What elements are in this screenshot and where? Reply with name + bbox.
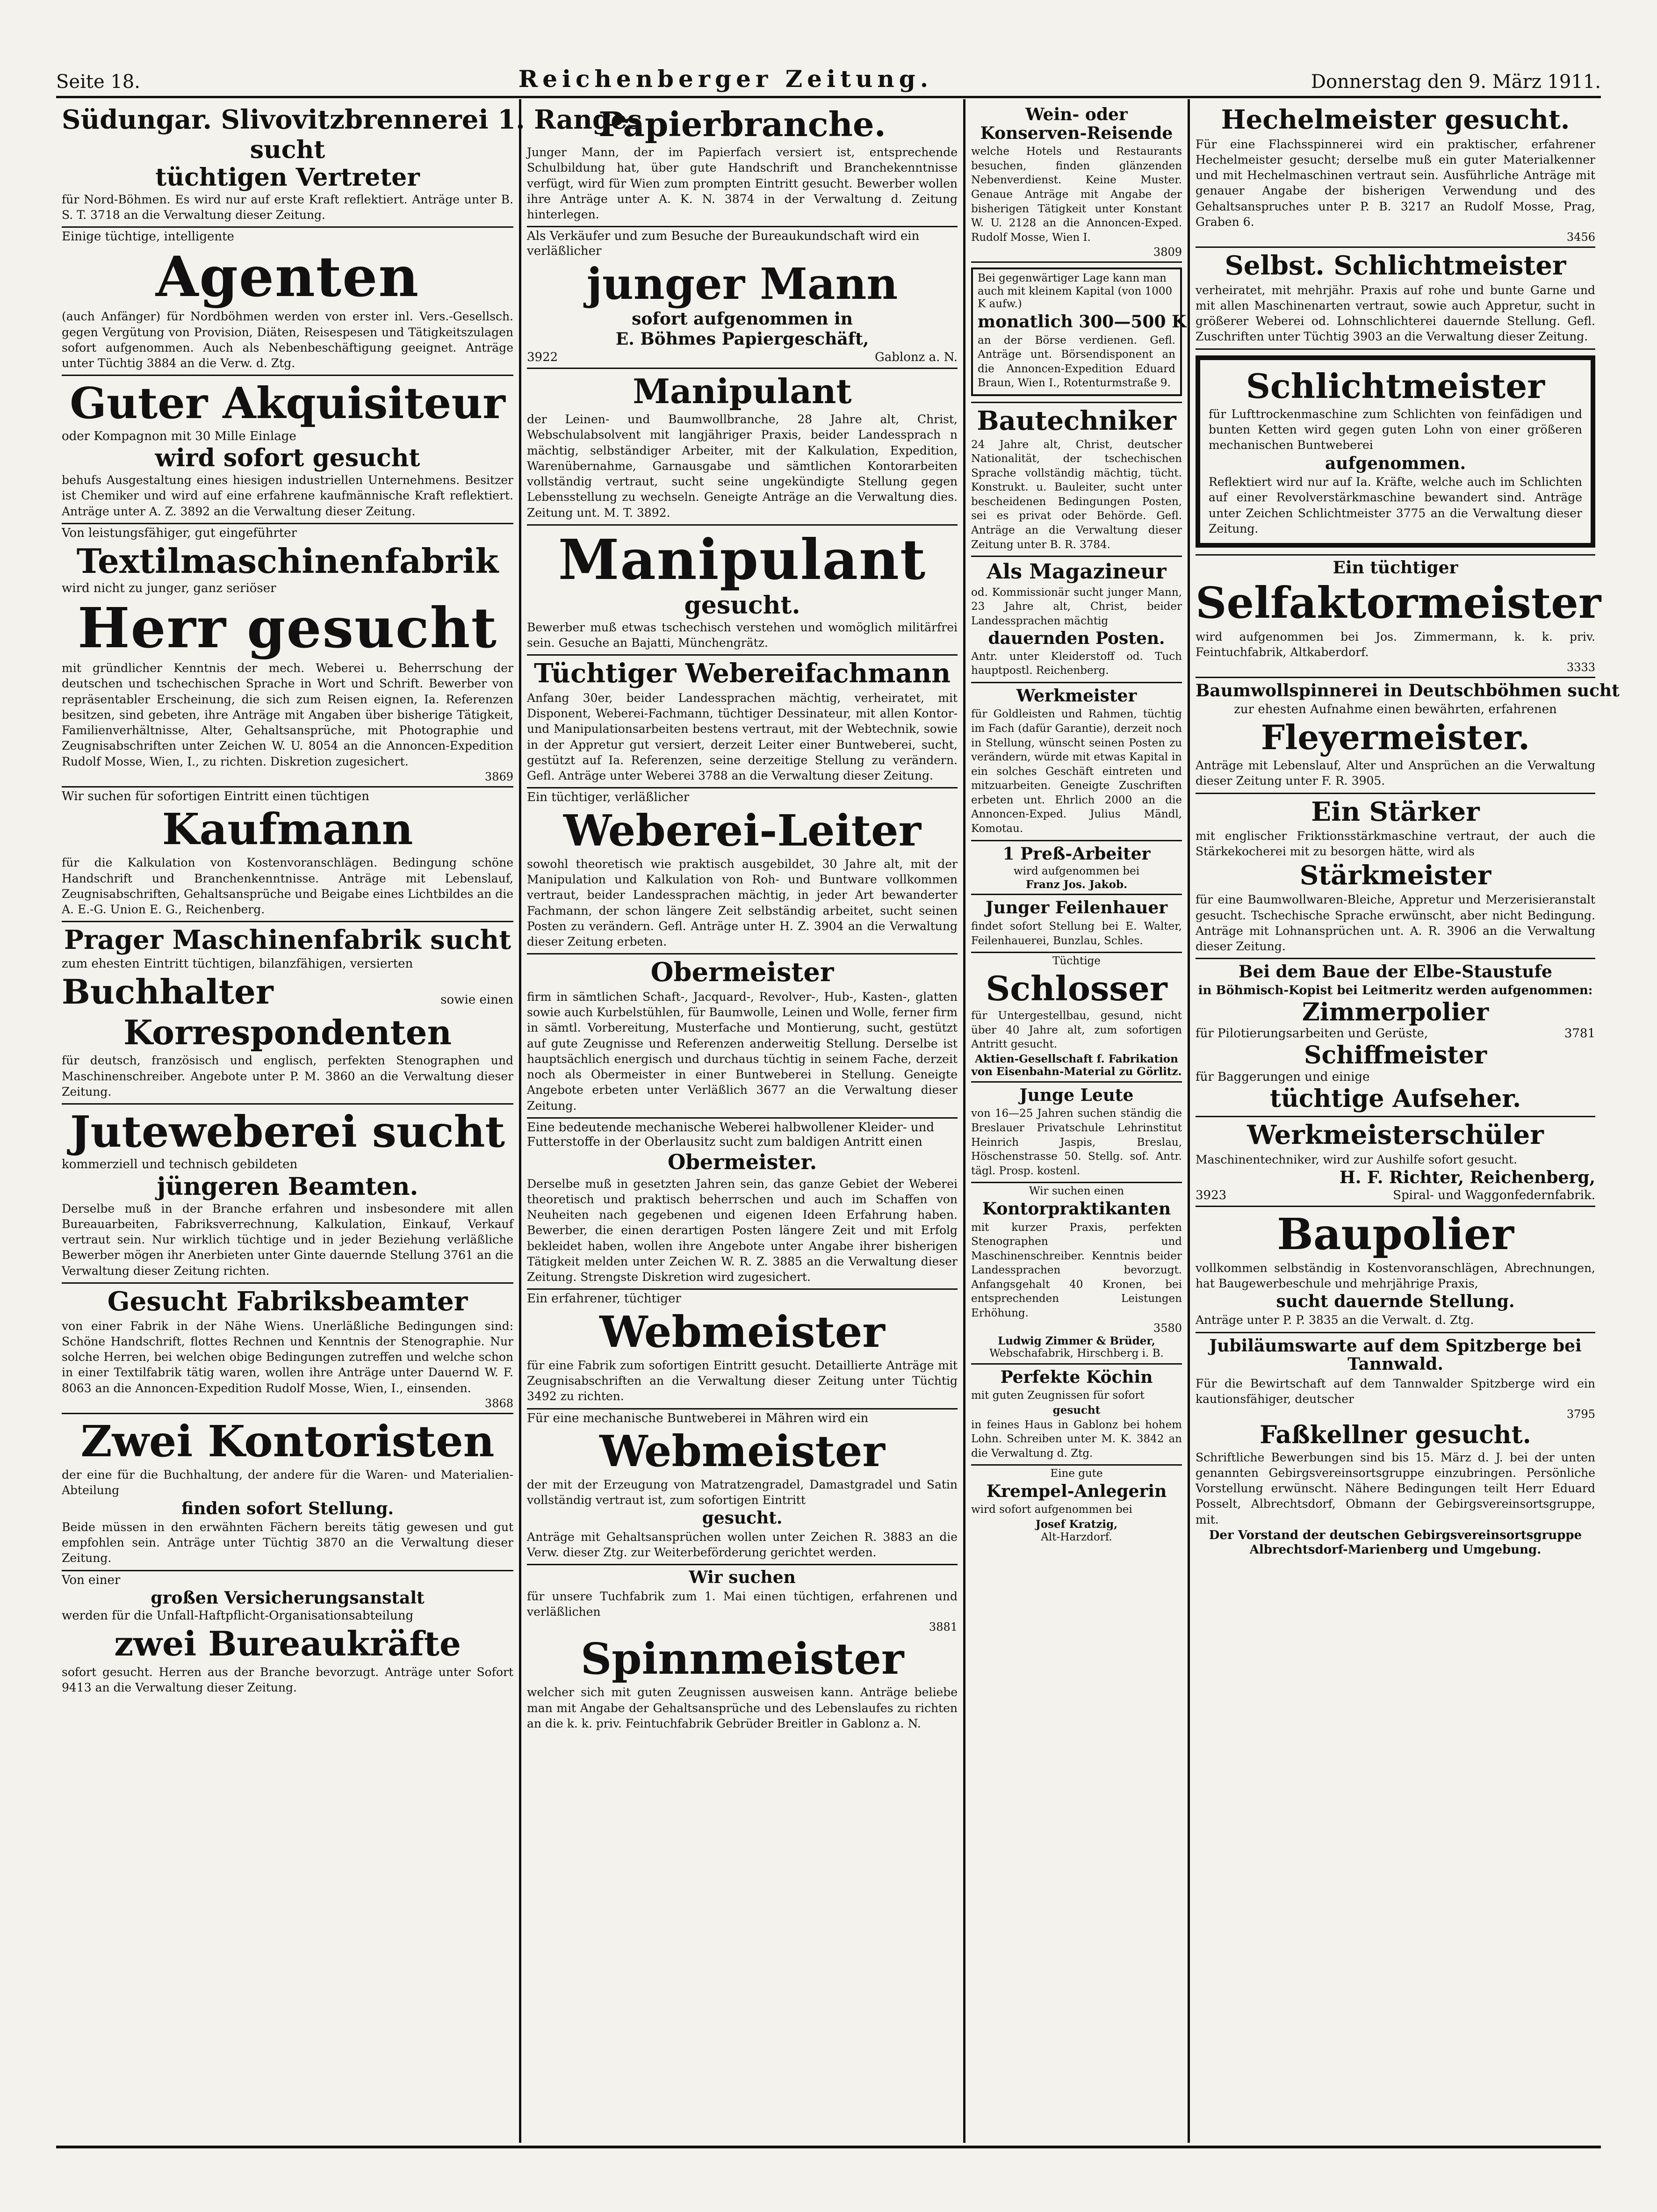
column-3 (963, 99, 1188, 2143)
ad-body: sowohl theoretisch wie praktisch ausgebildet, 30 Jahre alt, mit der Manipulation und Kalkulation von Roh- und Buntware vollkommen vertraut, beider Landessprachen mächtig, in jeder Art bewanderter Fachmann, der schon längere Zeit selbständig arbeitet, sucht seinen Posten zu verändern. Gefl. Anträge unter H. Z. 3904 an die Verwaltung dieser Zeitung erbeten. (527, 857, 958, 949)
ad-junge-leute (971, 1083, 1182, 1183)
ad-boerse (971, 263, 1187, 403)
ad-subheading: H. F. Richter, Reichenberg, (1339, 1167, 1595, 1187)
ad-intro: Wir suchen für sofortigen Eintritt einen tüchtigen (62, 789, 369, 803)
ad-body: mit kurzer Praxis, perfekten Stenographen und Maschinenschreiber. Kenntnis beider Landessprachen bevorzugt. Anfangsgehalt 40 Kronen, bei entsprechenden Leistungen Erhöhung. (971, 1221, 1182, 1319)
ad-heading: Juteweberei sucht (70, 1106, 505, 1157)
ad-jubilaeumswarte (1196, 1333, 1595, 1561)
ad-zwei-kontoristen (62, 1414, 513, 1571)
ad-body: od. Kommissionär sucht junger Mann, 23 Jahre alt, Christ, beider Landessprachen mächtig (971, 586, 1182, 627)
ad-number: 3923 (1196, 1188, 1227, 1203)
ad-body: Anträge mit Lebenslauf, Alter und Ansprüchen an die Verwaltung dieser Zeitung unter F. R. 3905. (1196, 759, 1595, 788)
ad-subheading: Franz Jos. Jakob. (1025, 878, 1128, 891)
ad-intro: werden für die Unfall-Haftpflicht-Organisationsabteilung (62, 1609, 414, 1623)
ad-intro: Bei gegenwärtiger Lage kann man auch mit kleinem Kapital (von 1000 K aufw.) (978, 272, 1173, 311)
ad-intro: Eine gute (1050, 1467, 1103, 1480)
bottom-rule (56, 2146, 1601, 2148)
ad-body: für deutsch, französisch und englisch, perfekten Stenographen und Maschinenschreiber. Angebote unter P. M. 3860 an die Verwaltung dieser Zeitung. (62, 1054, 513, 1099)
ad-body: findet sofort Stellung bei E. Walter, Feilenhauerei, Bunzlau, Schles. (971, 920, 1182, 947)
ad-subheading: großen Versicherungsanstalt (151, 1588, 425, 1608)
ad-selfaktormeister (1196, 556, 1601, 678)
ad-intro: oder Kompagnon mit 30 Mille Einlage (62, 429, 296, 443)
ad-body: Derselbe muß in der Branche erfahren und insbesondere mit allen Bureauarbeiten, Fabriksverrechnung, Kalkulation, Einkauf, Verkauf vertraut sein. Nur wirklich tüchtige und in jeder Beziehung verläßliche Bewerber mögen ihr Anerbieten unter Ginte dauernde Stellung 3761 an die Verwaltung dieser Zeitung richten. (62, 1201, 513, 1278)
column-2 (519, 99, 963, 2143)
ad-body: Antr. unter Kleiderstoff od. Tuch hauptpostl. Reichenberg. (971, 650, 1182, 677)
ad-staerker (1196, 794, 1595, 960)
ad-heading: Kontorpraktikanten (982, 1199, 1171, 1219)
ad-intro: kommerziell und technisch gebildeten (62, 1157, 298, 1172)
ad-body: mit gründlicher Kenntnis der mech. Weberei u. Beherrschung der deutschen und tschechischen Sprache in Wort und Schrift. Bewerber von repräsentabler Erscheinung, die sich zum Reisen eignen, Ia. Referenzen besitzen, sind gebeten, ihre Anträge mit Angaben über bisherige Tätigkeit, Familienverhältnisse, Alter, Gehaltsansprüche, mit Photographie und Zeugnisabschriften unter Zeichen W. U. 8054 an die Annoncen-Expedition Rudolf Mosse, Wien, I., zu richten. Diskretion zugesichert. (62, 661, 513, 768)
ad-intro: in Böhmisch-Kopist bei Leitmeritz werden aufgenommen: (1198, 983, 1593, 998)
ad-subheading: Buchhalter (62, 972, 274, 1012)
ad-subheading: wird aufgenommen bei (1013, 865, 1140, 878)
ad-number: 3881 (929, 1620, 958, 1634)
ad-heading: Werkmeister (1016, 686, 1137, 706)
ad-intro: Wir suchen einen (1029, 1185, 1124, 1198)
ad-place: Gablonz a. N. (875, 350, 958, 364)
ad-heading: Obermeister (650, 957, 834, 988)
ad-papierbranche (527, 102, 958, 227)
ad-slivovitz (62, 102, 642, 228)
ad-heading: Textilmaschinenfabrik (76, 541, 499, 581)
ad-akquisiteur (62, 376, 513, 524)
ad-subheading: Zimmerpolier (1302, 998, 1489, 1027)
ad-body: Maschinentechniker, wird zur Aushilfe sofort gesucht. (1196, 1152, 1518, 1166)
ad-subheading: aufgenommen. (1325, 453, 1466, 473)
ad-number: 3809 (1153, 246, 1182, 259)
ad-body: der Leinen- und Baumwollbranche, 28 Jahre alt, Christ, Webschulabsolvent mit langjähriger Praxis, beider Landessprach n mächtig, selbständiger Arbeiter, mit der Kalkulation, Expedition, Warenübernahme, Garnausgabe und sämtlichen Kontorarbeiten vollständig vertraut, sucht seine ungekündigte Stellung gegen Lebensstellung zu wechseln. Geneigte Anträge an die Verwaltung dies. Zeitung unt. M. T. 3892. (527, 412, 958, 520)
ad-heading: Spinnmeister (580, 1634, 904, 1684)
ad-subheading: Wir suchen (689, 1568, 796, 1588)
ad-heading: Junger Feilenhauer (985, 898, 1168, 918)
ad-body: der eine für die Buchhaltung, der andere für die Waren- und Materialien-Abteilung (62, 1468, 513, 1497)
ad-obermeister-1 (527, 954, 958, 1119)
ad-textilmaschinenfabrik (62, 524, 513, 788)
ad-heading: Krempel-Anlegerin (986, 1481, 1167, 1501)
ad-heading: Webmeister (599, 1306, 885, 1357)
ad-heading: Papierbranche. (598, 104, 886, 144)
ad-juteweberei (62, 1105, 513, 1284)
ad-heading: junger Mann (586, 258, 898, 309)
ad-prager-maschinenfabrik (62, 922, 513, 1105)
ad-number: 3456 (1566, 231, 1595, 244)
ad-body: Alt-Harzdorf. (1041, 1531, 1112, 1543)
ad-columns (56, 99, 1620, 2143)
ad-body: für Nord-Böhmen. Es wird nur auf erste Kraft reflektiert. Anträge unter B. S. T. 3718 an die Verwaltung dieser Zeitung. (62, 192, 513, 222)
ad-heading: Jubiläumswarte auf dem Spitzberge bei Tannwald. (1209, 1336, 1582, 1374)
ad-intro: Ein erfahrener, tüchtiger (527, 1292, 681, 1306)
ad-body: der mit der Erzeugung von Matratzengradel, Damastgradel und Satin vollständig vertraut ist, zum sofortigen Eintritt (527, 1477, 958, 1507)
ad-body: Reflektiert wird nur auf Ia. Kräfte, welche auch im Schlichten auf einer Revolverstärkmaschine bewandert sind. Anträge unter Zeichen Schlichtmeister 3775 an die Verwaltung dieser Zeitung. (1209, 475, 1582, 535)
ad-heading: Baumwollspinnerei in Deutschböhmen sucht (1196, 681, 1620, 701)
ad-body: Spiral- und Waggonfedernfabrik. (1393, 1188, 1595, 1203)
ad-schlosser (971, 953, 1182, 1083)
ad-subheading: E. Böhmes Papiergeschäft, (615, 329, 869, 349)
ad-heading: Hechelmeister gesucht. (1221, 104, 1570, 135)
ad-body: Schriftliche Bewerbungen sind bis 15. März d. J. bei der unten genannten Gebirgsvereinsortsgruppe einzubringen. Persönliche Vorstellung erwünscht. Nähere Bedingungen teilt Herr Eduard Posselt, Albrechtsdorf, Obmann der Gebirgsvereinsortsgruppe, mit. (1196, 1450, 1595, 1526)
ad-bureaukraefte (62, 1571, 513, 1699)
ad-number: 3795 (1566, 1408, 1595, 1421)
ad-body: von 16—25 Jahren suchen ständig die Breslauer Privatschule Lehrinstitut Heinrich Jaspis, Breslau, Höschenstrasse 50. Stellg. sof. Antr. tägl. Prosp. kostenl. (971, 1107, 1182, 1177)
ad-heading: Manipulant (633, 371, 852, 411)
ad-junger-mann (527, 227, 958, 369)
ad-webereifachmann (527, 656, 958, 788)
ad-manipulant-1 (527, 369, 958, 526)
ad-fabriksbeamter (62, 1284, 513, 1414)
ad-subheading: dauernden Posten. (988, 629, 1165, 649)
ad-body: für unsere Tuchfabrik zum 1. Mai einen tüchtigen, erfahrenen und verläßlichen (527, 1589, 958, 1619)
ad-intro: Für eine mechanische Buntweberei in Mähren wird ein (527, 1411, 869, 1425)
ad-body: (auch Anfänger) für Nordböhmen werden von erster inl. Vers.-Gesellsch. gegen Vergütung von Provision, Diäten, Reisespesen und Tätigkeitszulagen sofort aufgenommen. Auch als Nebenbeschäftigung geeignet. Anträge unter Tüchtig 3884 an die Verw. d. Ztg. (62, 310, 513, 370)
ad-krempel (971, 1466, 1182, 1547)
ad-subheading: sucht dauernde Stellung. (1276, 1292, 1515, 1312)
ad-body: behufs Ausgestaltung eines hiesigen industriellen Unternehmens. Besitzer ist Chemiker und wird auf eine erfahrene kaufmännische Kraft reflektiert. Anträge unter A. Z. 3892 an die Verwaltung dieser Zeitung. (62, 473, 513, 518)
ad-intro: Von einer (62, 1573, 121, 1587)
ad-hechelmeister (1196, 102, 1595, 248)
ad-subheading: sucht (250, 135, 325, 164)
ad-body: mit guten Zeugnissen für sofort (971, 1389, 1145, 1402)
ad-joiner: sowie einen (440, 993, 513, 1007)
ad-intro: Tüchtige (1052, 955, 1101, 968)
ad-heading: Guter Akquisiteur (70, 378, 505, 429)
ad-body: Anfang 30er, beider Landessprachen mächtig, verheiratet, mit Disponent, Weberei-Fachmann, tüchtiger Dessinateur, mit allen Kontor- und Manipulationsarbeiten bestens vertraut, mit der Webtechnik, sowie in der Appretur gut versiert, derzeit Leiter einer Buntweberei, sucht, gestützt auf Ia. Referenzen, seine derzeitige Stellung zu verändern. Gefl. Anträge unter Weberei 3788 an die Verwaltung dieser Zeitung. (527, 691, 958, 783)
ad-koechin (971, 1365, 1182, 1466)
ad-intro: Eine bedeutende mechanische Weberei halbwollener Kleider- und Futterstoffe in der Oberlausitz sucht zum baldigen Antritt einen (527, 1120, 935, 1149)
ad-body: Webschafabrik, Hirschberg i. B. (989, 1347, 1164, 1360)
ad-signature: Der Vorstand der deutschen Gebirgsvereinsortsgruppe Albrechtsdorf-Marienberg und Umgebung. (1209, 1528, 1582, 1557)
ad-subheading: Stärkmeister (1299, 860, 1491, 891)
ad-subheading: Ludwig Zimmer & Brüder, (998, 1334, 1155, 1347)
ad-intro: für Lufttrockenmaschine zum Schlichten von feinfädigen und bunten Ketten wird gegen guten Lohn von einer größeren mechanischen Buntweberei (1209, 407, 1582, 452)
ad-reisende (971, 102, 1182, 263)
ad-intro: zur ehesten Aufnahme einen bewährten, erfahrenen (1234, 702, 1557, 716)
ad-heading: Schlosser (986, 968, 1167, 1008)
ad-heading: Selfaktormeister (1196, 578, 1601, 629)
ad-intro: Einige tüchtige, intelligente (62, 230, 234, 244)
ad-subheading: tüchtige Aufseher. (1269, 1084, 1521, 1113)
ad-body: sofort gesucht. Herren aus der Branche bevorzugt. Anträge unter Sofort 9413 an die Verwaltung dieser Zeitung. (62, 1665, 513, 1694)
ad-body: Bewerber muß etwas tschechisch verstehen und womöglich militärfrei sein. Gesuche an Bajatti, Münchengrätz. (527, 620, 958, 650)
top-rule (56, 96, 1601, 98)
ad-body: Beide müssen in den erwähnten Fächern bereits tätig gewesen und gut empfohlen sein. Anträge unter Tüchtig 3870 an die Verwaltung dieser Zeitung. (62, 1520, 513, 1565)
ad-subheading: Schiffmeister (1304, 1041, 1487, 1070)
ad-heading: Bei dem Baue der Elbe-Staustufe (1239, 962, 1552, 982)
ad-fleyermeister (1196, 678, 1620, 794)
ad-heading: Wein- oder Konserven-Reisende (980, 105, 1173, 143)
ad-body: für die Kalkulation von Kostenvoranschlägen. Bedingung schöne Handschrift und Branchenkenntnisse. Anträge mit Lebenslauf, Zeugnisabschriften, Gehaltsansprüche und Beigabe eines Lichtbildes an die A. E.-G. Union E. G., Reichenberg. (62, 856, 513, 916)
ad-selbst-schlichtmeister (1196, 248, 1595, 350)
ad-intro: Als Verkäufer und zum Besuche der Bureaukundschaft wird ein verläßlicher (527, 229, 920, 258)
ad-heading: Kaufmann (162, 804, 413, 855)
ad-heading: Zwei Kontoristen (80, 1416, 495, 1467)
column-4 (1188, 99, 1620, 2143)
ad-body: wird sofort aufgenommen bei (971, 1504, 1132, 1516)
issue-date: Donnerstag den 9. März 1911. (1311, 71, 1601, 93)
ad-number: 3869 (484, 770, 513, 783)
ad-heading: zwei Bureaukräfte (114, 1624, 461, 1664)
ad-elbe-staustufe (1196, 959, 1595, 1117)
ad-body: Für eine Flachsspinnerei wird ein praktischer, erfahrener Hechelmeister gesucht; derselbe muß ein guter Materialkenner und mit Hechelmaschinen vertraut sein. Ausführliche Anträge mit genauer Angabe der bisherigen Verwendung und des Gehaltsanspruches unter P. B. 3217 an Rudolf Mosse, Prag, Graben 6. (1196, 137, 1595, 229)
ad-body: Für die Bewirtschaft auf dem Tannwalder Spitzberge wird ein kautionsfähiger, deutscher (1196, 1376, 1595, 1406)
ad-subheading: wird sofort gesucht (155, 443, 420, 472)
ad-subheading: Aktien-Gesellschaft f. Fabrikation von Eisenbahn-Material zu Görlitz. (971, 1052, 1182, 1078)
ad-body: von einer Fabrik in der Nähe Wiens. Unerläßliche Bedingungen sind: Schöne Handschrift, flottes Rechnen und Kenntnis der Stenographie. Nur solche Herren, bei welchen obige Bedingungen zutreffen und welche schon in einer Textilfabrik tätig waren, wollen ihre Anträge unter Dauernd W. F. 8063 an die Annoncen-Expedition Rudolf Mosse, Wien, I., einsenden. (62, 1319, 513, 1395)
ad-heading: Manipulant (558, 527, 927, 592)
ad-number: 3580 (1153, 1321, 1182, 1335)
ad-feilenhauer (971, 895, 1182, 953)
ad-heading: Südungar. Slivovitzbrennerei 1. Ranges (62, 104, 642, 135)
ad-subheading: Faßkellner gesucht. (1260, 1421, 1531, 1450)
ad-magazineur (971, 557, 1182, 683)
ad-body: 24 Jahre alt, Christ, deutscher Nationalität, der tschechischen Sprache vollständig mächtig, tücht. Konstrukt. u. Bauleiter, sucht unter bescheidenen Bedingungen Posten, sei es privat oder Behörde. Gefl. Anträge an die Verwaltung dieser Zeitung unter B. R. 3784. (971, 438, 1182, 551)
ad-body: welche Hotels und Restaurants besuchen, finden glänzenden Nebenverdienst. Keine Muster. Genaue Anträge mit Angabe der bisherigen Tätigkeit unter Konstant W. U. 2128 an die Annoncen-Exped. Rudolf Mosse, Wien I. (971, 145, 1182, 244)
ad-body: für Untergestellbau, gesund, nicht über 40 Jahre alt, zum sofortigen Antritt gesucht. (971, 1009, 1182, 1051)
ad-obermeister-2 (527, 1119, 958, 1290)
ad-body: mit englischer Friktionsstärkmaschine vertraut, der auch die Stärkekocherei mit zu besorgen hätte, wird als (1196, 829, 1595, 859)
ad-subheading: tüchtigen Vertreter (155, 163, 420, 192)
ad-body: für Baggerungen und einige (1196, 1070, 1370, 1084)
ad-body: für eine Fabrik zum sofortigen Eintritt gesucht. Detaillierte Anträge mit Zeugnisabschriften an die Verwaltung dieser Zeitung unter Tüchtig 3492 zu richten. (527, 1358, 958, 1403)
newspaper-title: Reichenberger Zeitung. (518, 65, 933, 93)
ad-spinnmeister (527, 1565, 958, 1735)
ad-heading: Werkmeisterschüler (1247, 1119, 1544, 1150)
ad-heading: Webmeister (599, 1425, 885, 1476)
ad-body: welcher sich mit guten Zeugnissen ausweisen kann. Anträge beliebe man mit Angabe der Gehaltsansprüche und des Lebenslaufes zu richten an die k. k. priv. Feintuchfabrik Gebrüder Breitler in Gablonz a. N. (527, 1685, 958, 1730)
ad-webmeister-2 (527, 1410, 958, 1566)
ad-kontorpraktikant (971, 1183, 1182, 1364)
ad-number: 3922 (527, 350, 558, 364)
ad-number: 3781 (1564, 1026, 1595, 1041)
ad-heading: Weberei-Leiter (563, 805, 922, 856)
ad-schlichtmeister (1196, 350, 1595, 556)
ad-heading: Tüchtiger Webereifachmann (533, 658, 951, 689)
ad-heading: Obermeister. (667, 1150, 817, 1175)
ad-body: Junger Mann, der im Papierfach versiert ist, entsprechende Schulbildung hat, über gute Handschrift und Branchekenntnisse verfügt, wird für Wien zum prompten Eintritt gesucht. Bewerber wollen ihre Anträge unter A. K. N. 3874 in der Verwaltung d. Zeitung hinterlegen. (527, 145, 958, 222)
page-number: Seite 18. (56, 71, 140, 93)
ad-heading: Perfekte Köchin (1000, 1367, 1153, 1387)
ad-heading: Selbst. Schlichtmeister (1225, 250, 1566, 282)
ad-body: an der Börse verdienen. Gefl. Anträge unt. Börsendisponent an die Annoncen-Expedition Eduard Braun, Wien I., Rotenturmstraße 9. (978, 334, 1175, 390)
ad-body: Derselbe muß in gesetzten Jahren sein, das ganze Gebiet der Weberei theoretisch und praktisch beherrschen und auch im Schaffen von Neuheiten nach gegebenen und eigenen Ideen Erfahrung haben. Bewerber, die einen derartigen Posten längere Zeit und mit Erfolg bekleidet haben, wollen ihre Angebote unter Angabe ihrer bisherigen Tätigkeit melden unter Zeichen W. R. Z. 3885 an die Verwaltung dieser Zeitung. Strengste Diskretion wird zugesichert. (527, 1177, 958, 1284)
ad-subheading: Josef Kratzig, (1035, 1518, 1118, 1531)
ad-subheading: jüngeren Beamten. (157, 1172, 418, 1201)
ad-agenten (62, 228, 513, 376)
ad-body: Anträge unter P. P. 3835 an die Verwalt. d. Ztg. (1196, 1313, 1474, 1327)
ad-kaufmann (62, 788, 513, 922)
ad-number: 3868 (484, 1396, 513, 1410)
ad-pressarbeiter (971, 841, 1182, 896)
ad-body: für Goldleisten und Rahmen, tüchtig im Fach (dafür Garantie), derzeit noch in Stellung, wünscht seinen Posten zu verändern, würde mit etwas Kapital in ein solches Geschäft eintreten und mitzuarbeiten. Geneigte Zuschriften erbeten unt. Ehrlich 2000 an die Annoncen-Exped. Julius Mändl, Komotau. (971, 708, 1182, 835)
ad-subheading: finden sofort Stellung. (181, 1498, 394, 1518)
ad-baupolier (1196, 1207, 1595, 1333)
ad-heading: Prager Maschinenfabrik sucht (64, 925, 512, 956)
ad-heading: Bautechniker (977, 405, 1176, 436)
ad-heading: Herr gesucht (78, 595, 497, 661)
ad-heading: Schlichtmeister (1246, 366, 1545, 406)
ad-heading: 1 Preß-Arbeiter (1002, 844, 1151, 864)
ad-subheading: gesucht (1052, 1403, 1101, 1417)
ad-body: verheiratet, mit mehrjähr. Praxis auf rohe und bunte Garne und mit allen Maschinenarten vertraut, sowie auch Appretur, sucht in größerer Weberei od. Lohnschlichterei dauernde Stellung. Gefl. Zuschriften unter Tüchtig 3903 an die Verwaltung dieser Zeitung. (1196, 283, 1595, 344)
ad-subheading: Ein tüchtiger (1333, 558, 1458, 578)
ad-intro: wird nicht zu junger, ganz seriöser (62, 581, 276, 596)
ad-heading: Junge Leute (1019, 1085, 1134, 1105)
ad-body: Anträge mit Gehaltsansprüchen wollen unter Zeichen R. 3883 an die Verw. dieser Ztg. zur Weiterbeförderung gerichtet werden. (527, 1530, 958, 1560)
ad-weberei-leiter (527, 788, 958, 954)
ad-intro: zum ehesten Eintritt tüchtigen, bilanzfähigen, versierten (62, 956, 413, 971)
ad-manipulant-2 (527, 526, 958, 656)
ad-heading: Agenten (155, 244, 420, 309)
ad-subheading: Fleyermeister. (1261, 717, 1530, 757)
ad-body: wird aufgenommen bei Jos. Zimmermann, k. k. priv. Feintuchfabrik, Altkaberdorf. (1196, 629, 1595, 659)
ad-body: für eine Baumwollwaren-Bleiche, Appretur und Merzerisieranstalt gesucht. Tschechische Sprache erwünscht, aber nicht Bedingung. Anträge mit Lohnansprüchen unt. A. R. 3906 an die Verwaltung dieser Zeitung. (1196, 893, 1595, 953)
ad-werkmeisterschueler (1196, 1117, 1595, 1207)
ad-heading: Baupolier (1277, 1209, 1514, 1260)
ad-subheading: gesucht. (702, 1508, 783, 1528)
ad-heading: monatlich 300—500 K (978, 312, 1187, 332)
ad-intro: Von leistungsfähiger, gut eingeführter (62, 526, 297, 540)
ad-number: 3333 (1566, 661, 1595, 674)
ad-heading: Gesucht Fabriksbeamter (107, 1286, 468, 1317)
ad-subheading: gesucht. (684, 591, 800, 620)
ad-body: firm in sämtlichen Schaft-, Jacquard-, Revolver-, Hub-, Kasten-, glatten sowie auch Kurbelstühlen, für Baumwolle, Leinen und Wolle, ferner firm in sämtl. Vorbereitung, Musterfache und Montierung, sucht, gestützt auf gute Zeugnisse und Referenzen anderweitig Stellung. Derselbe ist hauptsächlich energisch und durchaus tüchtig in seinem Fache, derzeit noch als Obermeister in einer Buntweberei in Stellung. Geneigte Angebote erbeten unter Verläßlich 3677 an die Verwaltung dieser Zeitung. (527, 990, 958, 1113)
ad-webmeister-1 (527, 1290, 958, 1409)
ad-heading: Als Magazineur (987, 560, 1167, 584)
ad-subheading: Korrespondenten (123, 1012, 452, 1053)
ad-body: vollkommen selbständig in Kostenvoranschlägen, Abrechnungen, hat Baugewerbeschule und mehrjährige Praxis, (1196, 1261, 1595, 1290)
ad-intro: Ein tüchtiger, verläßlicher (527, 790, 690, 805)
ad-subheading: sofort aufgenommen in (632, 309, 853, 329)
ad-heading: Ein Stärker (1311, 796, 1480, 827)
ad-body: für Pilotierungsarbeiten und Gerüste, (1196, 1026, 1428, 1041)
ad-bautechniker (971, 403, 1182, 557)
masthead (56, 55, 1601, 93)
ad-body: in feines Haus in Gablonz bei hohem Lohn. Schreiben unter M. K. 3842 an die Verwaltung d. Ztg. (971, 1418, 1182, 1460)
ad-werkmeister (971, 683, 1182, 841)
